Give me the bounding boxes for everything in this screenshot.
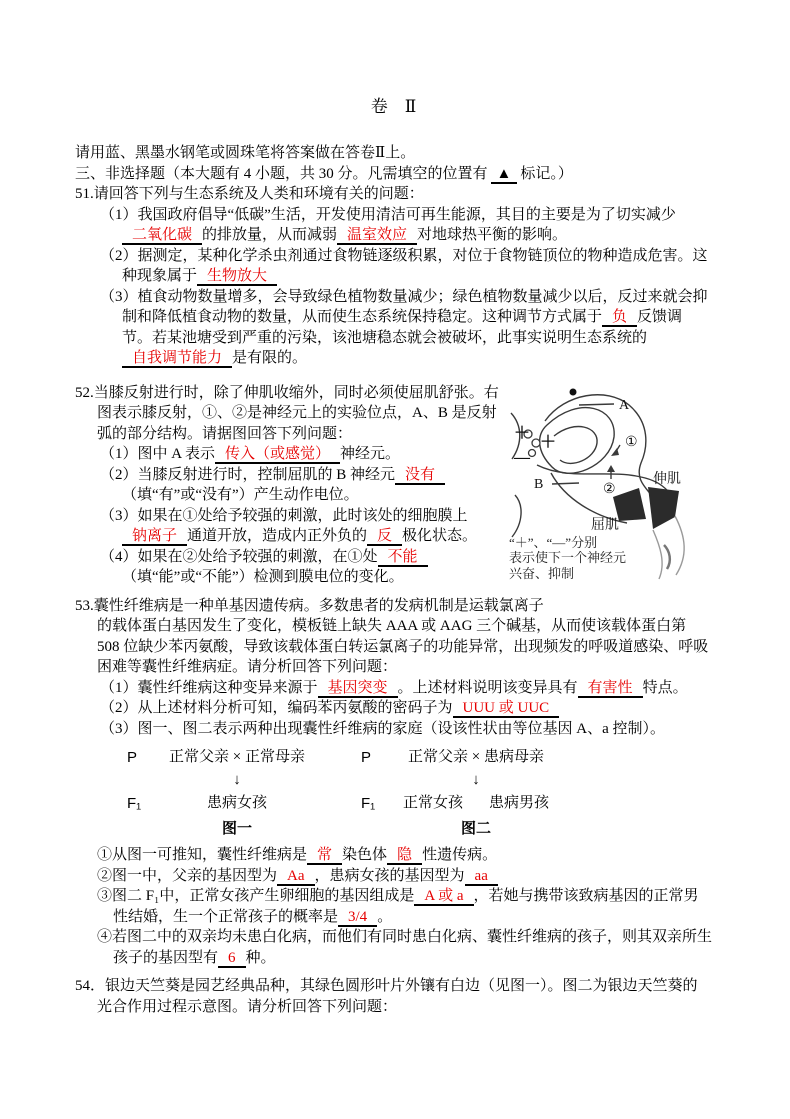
pedigree-children: 患病女孩 xyxy=(206,795,267,811)
text-segment: 。上述材料说明该变异具有 xyxy=(397,679,578,696)
synapse-marks xyxy=(524,388,619,472)
answer-blank: 6 xyxy=(218,950,246,968)
page-title: 卷 Ⅱ xyxy=(370,97,417,116)
text-segment: 表示使下一个神经元 xyxy=(509,550,627,565)
pedigree-child: 正常女孩 xyxy=(402,795,463,811)
q51-item-3 xyxy=(100,287,712,369)
text-segment: 通道开放，造成内正外负的 xyxy=(187,528,368,544)
answer-blank: 3/4 xyxy=(338,909,377,927)
text-segment: 极化状态。 xyxy=(402,528,478,544)
text-segment: ③图二 F₁中，正常女孩产生卵细胞的基因组成是 xyxy=(97,888,415,904)
pen-instruction: 请用蓝、黑墨水钢笔或圆珠笔将答案做在答卷Ⅱ上。 xyxy=(75,145,416,161)
answer-blank: 不能 xyxy=(378,549,428,567)
nerve-a-label: A xyxy=(619,397,630,413)
extensor-muscle-label: 伸肌 xyxy=(653,471,681,487)
pedigree-figure-2 xyxy=(361,747,549,840)
text-segment: 。 xyxy=(377,908,393,925)
answer-blank: 没有 xyxy=(395,467,445,485)
text-segment: （1）图中 A 表示 xyxy=(100,446,216,462)
text-segment: ④若图二中的双亲均未患白化病，而他们有同时患白化病、囊性纤维病的孩子，则其双亲所生孩子的基因型有 xyxy=(97,929,713,966)
minus-sign: — xyxy=(514,448,530,466)
answer-blank: 钠离子 xyxy=(122,528,187,546)
text-segment: 的载体蛋白基因发生了变化，模板链上缺失 AAA 或 AAG 三个碱基，从而使该载体蛋白第 508 位缺少苯丙氨酸，导致该载体蛋白转运氯离子的功能异常，出现频发的呼吸道感染、呼吸困难等囊性纤维病症。请分析回答下列问题： xyxy=(97,618,709,675)
text-segment: 染色体 xyxy=(342,847,388,863)
descent-arrow: ↓ xyxy=(472,772,480,788)
text-segment: （4）如果在②处给予较强的刺激，在①处 xyxy=(100,548,378,565)
pedigree-child: 患病男孩 xyxy=(488,795,549,811)
plus-sign: ＋ xyxy=(514,424,531,442)
text-segment: 反馈调节。若某池塘受到严重的污染，该池塘稳态就会被破坏，此事实说明生态系统的 xyxy=(122,309,683,346)
text-segment: 性遗传病。 xyxy=(422,847,498,863)
pedigree-figure-1 xyxy=(127,747,305,840)
section-header xyxy=(75,164,712,185)
text-segment: （3）图一、图二表示两种出现囊性纤维病的家庭（设该性状由等位基因 A、a 控制）。 xyxy=(100,720,665,737)
pedigree-caption: 图二 xyxy=(460,821,491,837)
generation-label: P xyxy=(360,749,371,766)
question-54 xyxy=(75,976,712,1017)
answer-blank: 二氧化碳 xyxy=(122,227,202,245)
text-segment: （2）从上述材料分析可知，编码苯丙氨酸的密码子为 xyxy=(100,700,453,716)
point-2-label: ② xyxy=(603,481,616,497)
text-segment: ，若她与携带该致病基因的正常男性结婚，生一个正常孩子的概率是 xyxy=(113,888,699,925)
text-segment: （3）植食动物数量增多，会导致绿色植物数量减少；绿色植物数量减少以后，反过来就会抑制和降低植食动物的数量，从而使生态系统保持稳定。这种调节方式属于 xyxy=(100,288,708,325)
answer-blank: aa xyxy=(465,868,498,886)
text-segment: 是有限的。 xyxy=(232,350,308,366)
text-segment: 对地球热平衡的影响。 xyxy=(417,227,568,243)
knee-reflex-figure xyxy=(507,385,712,582)
answer-blank: 自我调节能力 xyxy=(122,350,232,368)
question-51 xyxy=(75,184,712,369)
generation-label: F₁ xyxy=(360,795,376,812)
text-segment: （1）囊性纤维病这种变异来源于 xyxy=(100,679,318,696)
text-segment: ，患病女孩的基因型为 xyxy=(314,867,465,884)
generation-label: P xyxy=(127,749,138,766)
nerve-b-label: B xyxy=(534,476,544,492)
q53-item-2 xyxy=(100,698,712,719)
text-segment: 种。 xyxy=(245,949,276,966)
q53-stem xyxy=(75,596,712,678)
answer-blank: A 或 a xyxy=(414,888,473,906)
text-segment: （填“能”或“不能”）检测到膜电位的变化。 xyxy=(122,569,404,585)
text-segment: （2）当膝反射进行时，控制屈肌的 B 神经元 xyxy=(100,466,396,483)
q53-sub-1 xyxy=(97,845,712,866)
text-segment: （1）我国政府倡导“低碳”生活，开发使用清洁可再生能源，其目的主要是为了切实减少 xyxy=(100,206,676,223)
text-segment: 三、非选择题（本大题有 4 小题，共 30 分。凡需填空的位置有 xyxy=(75,165,488,182)
answer-blank: Aa xyxy=(277,868,315,886)
pedigree-parents: 正常父亲 × 患病母亲 xyxy=(408,749,544,765)
q53-sub-4 xyxy=(97,927,712,968)
blank-marker: ▲ xyxy=(491,166,518,184)
text-segment: 神经元。 xyxy=(340,446,401,462)
answer-blank: 负 xyxy=(602,309,637,327)
text-segment: 特点。 xyxy=(642,679,688,696)
generation-label: F₁ xyxy=(127,795,142,812)
nerve-lines xyxy=(511,394,674,536)
descent-arrow: ↓ xyxy=(233,772,241,788)
text-segment: ①从图一可推知，囊性纤维病是 xyxy=(97,847,308,863)
text-segment: （填“有”或“没有”）产生动作电位。 xyxy=(122,487,359,503)
answer-blank: 常 xyxy=(307,847,342,865)
answer-blank: 基因突变 xyxy=(318,680,398,698)
text-segment: ②图一中，父亲的基因型为 xyxy=(97,867,278,884)
q51-item-2 xyxy=(100,246,712,287)
flexor-muscle-label: 屈肌 xyxy=(591,517,619,533)
plus-sign: ＋ xyxy=(540,433,557,451)
answer-blank: 传入（或感觉） xyxy=(215,446,340,464)
pedigree-children xyxy=(403,793,549,814)
text-segment: 的排放量，从而减弱 xyxy=(202,227,338,243)
answer-blank: UUU 或 UUC xyxy=(453,700,560,718)
q51-stem: 51.请回答下列与生态系统及人类和环境有关的问题： xyxy=(75,186,424,202)
answer-blank: 温室效应 xyxy=(337,227,417,245)
point-1-label: ① xyxy=(625,434,638,450)
figure-caption xyxy=(509,535,667,582)
q53-sub-2 xyxy=(97,866,712,887)
text-segment: 标记。） xyxy=(520,165,573,182)
text-segment: （3）如果在①处给予较强的刺激，此时该处的细胞膜上 xyxy=(100,507,468,524)
text-segment: （2）据测定，某种化学杀虫剂通过食物链逐级积累，对位于食物链顶位的物种造成危害。这种现象属于 xyxy=(100,247,708,284)
q53-sub-3 xyxy=(97,886,712,927)
q53-item-1 xyxy=(100,678,712,699)
answer-blank: 隐 xyxy=(387,847,422,865)
q52-stem: 52.当膝反射进行时，除了伸肌收缩外，同时必须使屈肌舒张。右图表示膝反射，①、②是神经元上的实验位点，A、B 是反射弧的部分结构。请据图回答下列问题： xyxy=(75,384,499,442)
question-52 xyxy=(75,383,712,588)
q54-stem: 54．银边天竺葵是园艺经典品种，其绿色圆形叶片外镶有白边（见图一）。图二为银边天竺葵的光合作用过程示意图。请分析回答下列问题： xyxy=(75,978,698,1015)
pedigree-parents: 正常父亲 × 正常母亲 xyxy=(169,749,305,765)
pedigree-figures xyxy=(127,747,712,840)
pedigree-caption: 图一 xyxy=(221,821,252,837)
text-segment: 兴奋、抑制 xyxy=(509,565,575,581)
text-segment: 53.囊性纤维病是一种单基因遗传病。多数患者的发病机制是运载氯离子 xyxy=(75,597,544,614)
q51-item-1 xyxy=(100,205,712,246)
answer-blank: 生物放大 xyxy=(197,268,277,286)
answer-blank: 有害性 xyxy=(578,680,643,698)
question-53 xyxy=(75,596,712,969)
text-segment: “＋”、“—”分别 xyxy=(509,534,598,550)
q53-item-3 xyxy=(100,719,712,740)
answer-blank: 反 xyxy=(367,528,402,546)
